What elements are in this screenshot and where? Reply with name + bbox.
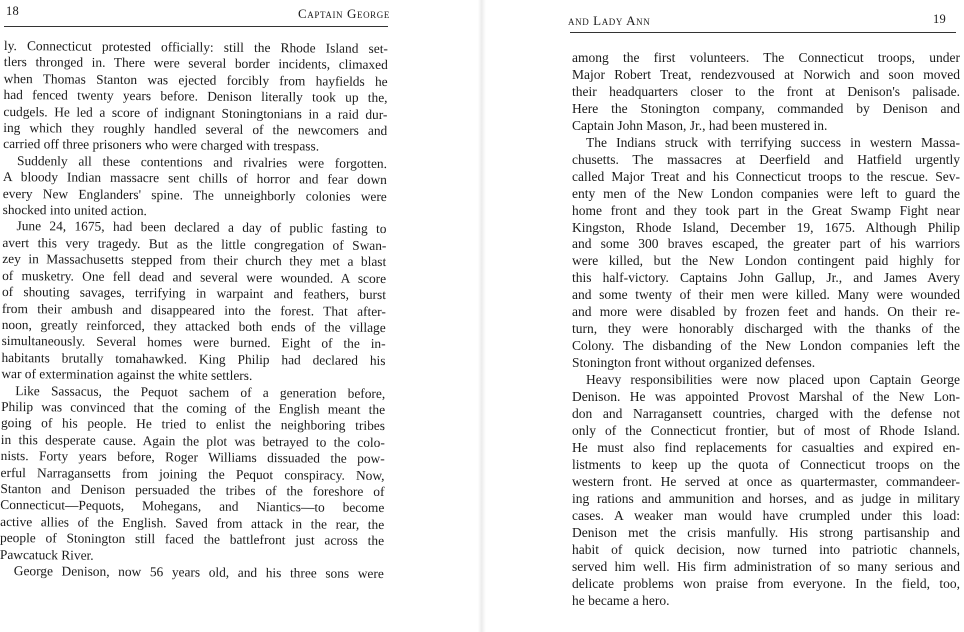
text-line: only of the Connecticut frontier, but of most of Rhode Island. xyxy=(572,422,960,438)
left-page-body-text xyxy=(0,38,388,582)
text-line: don and Narragansett countries, charged with the defense not xyxy=(572,406,960,422)
text-line: ly. Connecticut protested officially: still the Rhode Island set- xyxy=(3,38,388,57)
right-page-body-text xyxy=(572,50,960,609)
text-line: habit of quick decision, now turned into patriotic channels, xyxy=(572,541,960,557)
text-line: and some 300 braves escaped, the greater part of his warriors xyxy=(572,236,960,252)
header-rule-left xyxy=(4,26,388,27)
text-line: avert this very tragedy. But as the little congregation of Swan- xyxy=(2,234,387,253)
text-line: Stonington front without organized defenses. xyxy=(572,355,816,371)
text-line: among the first volunteers. The Connecticut troops, under xyxy=(572,50,960,65)
text-line: cases. A weaker man would have crumpled under this load: xyxy=(572,507,960,523)
text-line: chusetts. The massacres at Deerfield and Hatfield urgently xyxy=(572,151,960,167)
text-line: tlers thronged in. There were several border incidents, climaxed xyxy=(3,54,388,73)
text-line: of shouting savages, terrifying in warpaint and feathers, burst xyxy=(1,284,387,303)
text-line: active allies of the English. Saved from attack in the rear, the xyxy=(0,513,385,532)
text-line: their headquarters closer to the front at Denison's palisade. xyxy=(572,83,960,99)
text-line: in this desperate cause. Again the plot was betrayed to the colo- xyxy=(0,431,385,450)
text-line: called Major Treat and his Connecticut troops to the rescue. Sev- xyxy=(572,168,960,184)
text-line: carried off three prisoners who were charged with trespass. xyxy=(3,136,320,154)
text-line: zey in Massachusetts stepped from their church they met a blast xyxy=(2,251,387,270)
text-line: June 24, 1675, had been declared a day of public fasting to xyxy=(16,218,387,237)
text-line: war of extermination against the white settlers. xyxy=(1,366,253,384)
text-line: home front and they took part in the Great Swamp Fight near xyxy=(572,202,960,218)
header-rule-right xyxy=(570,32,956,33)
text-line: Denison met the crisis manfully. His strong partisanship and xyxy=(572,524,960,540)
text-line: Stanton and Denison persuaded the tribes of the foreshore of xyxy=(0,480,385,499)
text-line: going of his people. He tried to enlist the neighboring tribes xyxy=(0,415,386,434)
text-line: Like Sassacus, the Pequot sachem of a generation before, xyxy=(15,382,386,401)
text-line: George Denison, now 56 years old, and his three sons were xyxy=(13,563,384,581)
page-number-left: 18 xyxy=(6,4,20,18)
text-line: noon, greatly reinforced, they attacked both ends of the village xyxy=(1,316,386,335)
text-line: Pawcatuck River. xyxy=(0,546,94,563)
text-line: of musketry. One fell dead and several were wounded. A score xyxy=(2,267,387,286)
page-number-right: 19 xyxy=(933,12,947,26)
text-line: Colony. The disbanding of the New London companies left the xyxy=(572,338,960,354)
text-line: ing which they roughly handled several of the newcomers and xyxy=(3,120,388,139)
text-line: turn, they were honorably discharged with the thanks of the xyxy=(572,321,960,337)
right-page xyxy=(482,0,964,632)
text-line: The Indians struck with terrifying success in western Massa- xyxy=(586,134,960,150)
text-line: Kingston, Rhode Island, December 19, 1675. Although Philip xyxy=(572,219,960,235)
text-line: from their ambush and disappeared into the forest. That after- xyxy=(1,300,386,319)
text-line: were killed, but the New London contingent paid highly for xyxy=(572,253,960,269)
text-line: Heavy responsibilities were now placed upon Captain George xyxy=(586,372,960,388)
text-line: shocked into united action. xyxy=(2,202,148,219)
text-line: ing rations and ammunition and horses, and as judge in military xyxy=(572,490,960,506)
text-line: nists. Forty years before, Roger Williams dissuaded the pow- xyxy=(0,448,385,467)
running-head-right: and Lady Ann xyxy=(568,13,651,28)
text-line: A bloody Indian massacre sent chills of horror and fear down xyxy=(2,169,387,188)
text-line: habitants brutally tomahawked. King Philip had declared his xyxy=(1,349,386,368)
text-line: enty men of the New London companies were left to guard the xyxy=(572,185,960,201)
text-line: He must also find replacements for casualties and expired en- xyxy=(572,439,960,455)
text-line: and some twenty of their men were killed. Many were wounded xyxy=(572,287,960,303)
text-line: erful Narragansetts from joining the Pequot conspiracy. Now, xyxy=(0,464,385,483)
text-line: delicate problems won praise from everyone. In the field, too, xyxy=(572,575,960,591)
text-line: western front. He served at once as quartermaster, commandeer- xyxy=(572,473,960,489)
text-line: served him well. His firm administration of so many serious and xyxy=(572,558,960,574)
text-line: Captain John Mason, Jr., had been mustered in. xyxy=(572,117,828,133)
text-line: Major Robert Treat, rendezvoused at Norwich and soon moved xyxy=(572,66,960,82)
text-line: had fenced twenty years before. Denison literally took up the, xyxy=(3,87,388,106)
text-line: when Thomas Stanton was ejected forcibly from hayfields he xyxy=(3,70,388,89)
text-line: Suddenly all these contentions and rivalries were forgotten. xyxy=(16,152,388,171)
text-line: listments to keep up the quota of Connecticut troops on the xyxy=(572,456,960,472)
text-line: people of Stonington still faced the battlefront just across the xyxy=(0,530,385,549)
text-line: Here the Stonington company, commanded by Denison and xyxy=(572,100,960,116)
text-line: and more were disabled by frozen feet and hands. On their re- xyxy=(572,304,960,320)
text-line: cudgels. He led a score of indignant Stoningtonians in a raid dur- xyxy=(3,103,388,122)
text-line: simultaneously. Several homes were burned. Eight of the in- xyxy=(1,333,386,352)
running-head-left: Captain George xyxy=(298,6,390,21)
text-line: this half-victory. Captains John Gallup, Jr., and James Avery xyxy=(572,270,960,286)
text-line: every New Englanders' spine. The unneighborly colonies were xyxy=(2,185,387,204)
text-line: Connecticut—Pequots, Mohegans, and Niantics—to become xyxy=(0,497,385,516)
text-line: Philip was convinced that the coming of the English meant the xyxy=(1,398,386,417)
text-line: he became a hero. xyxy=(572,592,670,608)
text-line: Denison. He was appointed Provost Marshal of the New Lon- xyxy=(572,389,960,405)
